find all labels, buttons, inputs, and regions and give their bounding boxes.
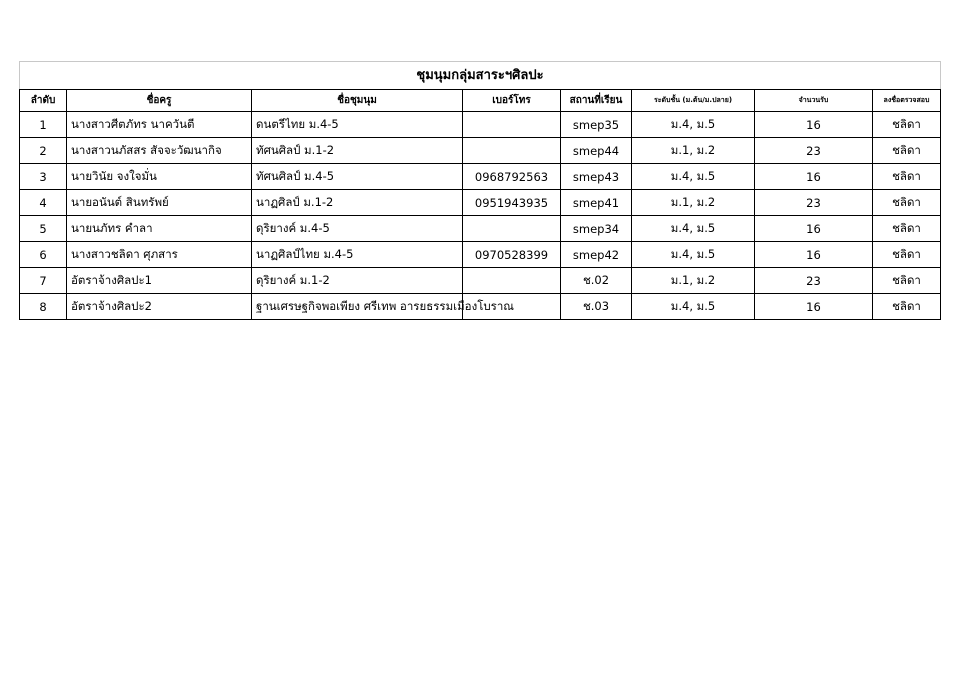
cell-no: 2 bbox=[20, 138, 67, 164]
cell-level: ม.1, ม.2 bbox=[632, 268, 755, 294]
table-row bbox=[20, 138, 941, 164]
cell-capacity: 16 bbox=[755, 242, 873, 268]
cell-teacher: อัตราจ้างศิลปะ1 bbox=[67, 268, 252, 294]
table-row bbox=[20, 268, 941, 294]
column-header-place: สถานที่เรียน bbox=[561, 90, 632, 112]
cell-club: นาฏศิลป์ไทย ม.4-5 bbox=[252, 242, 463, 268]
column-header-club: ชื่อชุมนุม bbox=[252, 90, 463, 112]
cell-level: ม.4, ม.5 bbox=[632, 294, 755, 320]
cell-club: ดนตรีไทย ม.4-5 bbox=[252, 112, 463, 138]
cell-club: ทัศนศิลป์ ม.4-5 bbox=[252, 164, 463, 190]
cell-capacity: 16 bbox=[755, 112, 873, 138]
column-header-teacher: ชื่อครู bbox=[67, 90, 252, 112]
cell-teacher: นางสาวศีตภัทร นาควันตี bbox=[67, 112, 252, 138]
cell-teacher: นางสาวชลิดา ศุภสาร bbox=[67, 242, 252, 268]
cell-club: นาฏศิลป์ ม.1-2 bbox=[252, 190, 463, 216]
cell-place: ช.03 bbox=[561, 294, 632, 320]
cell-teacher: นายวินัย จงใจมั่น bbox=[67, 164, 252, 190]
cell-place: smep41 bbox=[561, 190, 632, 216]
cell-phone: 0968792563 bbox=[463, 164, 561, 190]
cell-teacher: นายอนันต์ สินทรัพย์ bbox=[67, 190, 252, 216]
cell-level: ม.1, ม.2 bbox=[632, 190, 755, 216]
club-sheet bbox=[19, 61, 940, 320]
cell-club: ฐานเศรษฐกิจพอเพียง ศรีเทพ อารยธรรมเมืองโบราณ bbox=[252, 294, 463, 320]
table-row bbox=[20, 190, 941, 216]
cell-checker: ชลิดา bbox=[873, 242, 941, 268]
cell-capacity: 16 bbox=[755, 216, 873, 242]
cell-checker: ชลิดา bbox=[873, 112, 941, 138]
cell-phone bbox=[463, 268, 561, 294]
column-header-no: ลำดับ bbox=[20, 90, 67, 112]
table-row bbox=[20, 112, 941, 138]
column-header-level: ระดับชั้น (ม.ต้น/ม.ปลาย) bbox=[632, 90, 755, 112]
cell-club: ดุริยางค์ ม.4-5 bbox=[252, 216, 463, 242]
cell-checker: ชลิดา bbox=[873, 138, 941, 164]
cell-level: ม.4, ม.5 bbox=[632, 242, 755, 268]
cell-phone bbox=[463, 138, 561, 164]
cell-phone bbox=[463, 216, 561, 242]
cell-level: ม.1, ม.2 bbox=[632, 138, 755, 164]
cell-phone bbox=[463, 112, 561, 138]
column-header-capacity: จำนวนรับ bbox=[755, 90, 873, 112]
cell-place: smep42 bbox=[561, 242, 632, 268]
cell-no: 3 bbox=[20, 164, 67, 190]
cell-no: 6 bbox=[20, 242, 67, 268]
cell-no: 7 bbox=[20, 268, 67, 294]
page-title: ชุมนุมกลุ่มสาระฯศิลปะ bbox=[19, 61, 941, 89]
cell-capacity: 23 bbox=[755, 190, 873, 216]
cell-place: smep35 bbox=[561, 112, 632, 138]
cell-capacity: 16 bbox=[755, 164, 873, 190]
cell-level: ม.4, ม.5 bbox=[632, 216, 755, 242]
cell-phone: 0970528399 bbox=[463, 242, 561, 268]
cell-place: smep44 bbox=[561, 138, 632, 164]
cell-place: smep43 bbox=[561, 164, 632, 190]
table-row bbox=[20, 216, 941, 242]
club-table bbox=[19, 61, 941, 320]
table-row bbox=[20, 164, 941, 190]
cell-club: ทัศนศิลป์ ม.1-2 bbox=[252, 138, 463, 164]
cell-capacity: 23 bbox=[755, 268, 873, 294]
cell-checker: ชลิดา bbox=[873, 190, 941, 216]
cell-place: smep34 bbox=[561, 216, 632, 242]
cell-place: ช.02 bbox=[561, 268, 632, 294]
header-row bbox=[20, 90, 941, 112]
column-header-phone: เบอร์โทร bbox=[463, 90, 561, 112]
cell-teacher: นางสาวนภัสสร สัจจะวัฒนากิจ bbox=[67, 138, 252, 164]
cell-checker: ชลิดา bbox=[873, 294, 941, 320]
cell-level: ม.4, ม.5 bbox=[632, 164, 755, 190]
cell-checker: ชลิดา bbox=[873, 268, 941, 294]
cell-capacity: 16 bbox=[755, 294, 873, 320]
cell-no: 1 bbox=[20, 112, 67, 138]
cell-club: ดุริยางค์ ม.1-2 bbox=[252, 268, 463, 294]
cell-capacity: 23 bbox=[755, 138, 873, 164]
table-row bbox=[20, 242, 941, 268]
cell-teacher: อัตราจ้างศิลปะ2 bbox=[67, 294, 252, 320]
cell-level: ม.4, ม.5 bbox=[632, 112, 755, 138]
cell-no: 5 bbox=[20, 216, 67, 242]
cell-phone: 0951943935 bbox=[463, 190, 561, 216]
cell-no: 8 bbox=[20, 294, 67, 320]
table-row bbox=[20, 294, 941, 320]
cell-checker: ชลิดา bbox=[873, 164, 941, 190]
column-header-checker: ลงชื่อตรวจสอบ bbox=[873, 90, 941, 112]
cell-no: 4 bbox=[20, 190, 67, 216]
cell-teacher: นายนภัทร คำลา bbox=[67, 216, 252, 242]
cell-checker: ชลิดา bbox=[873, 216, 941, 242]
